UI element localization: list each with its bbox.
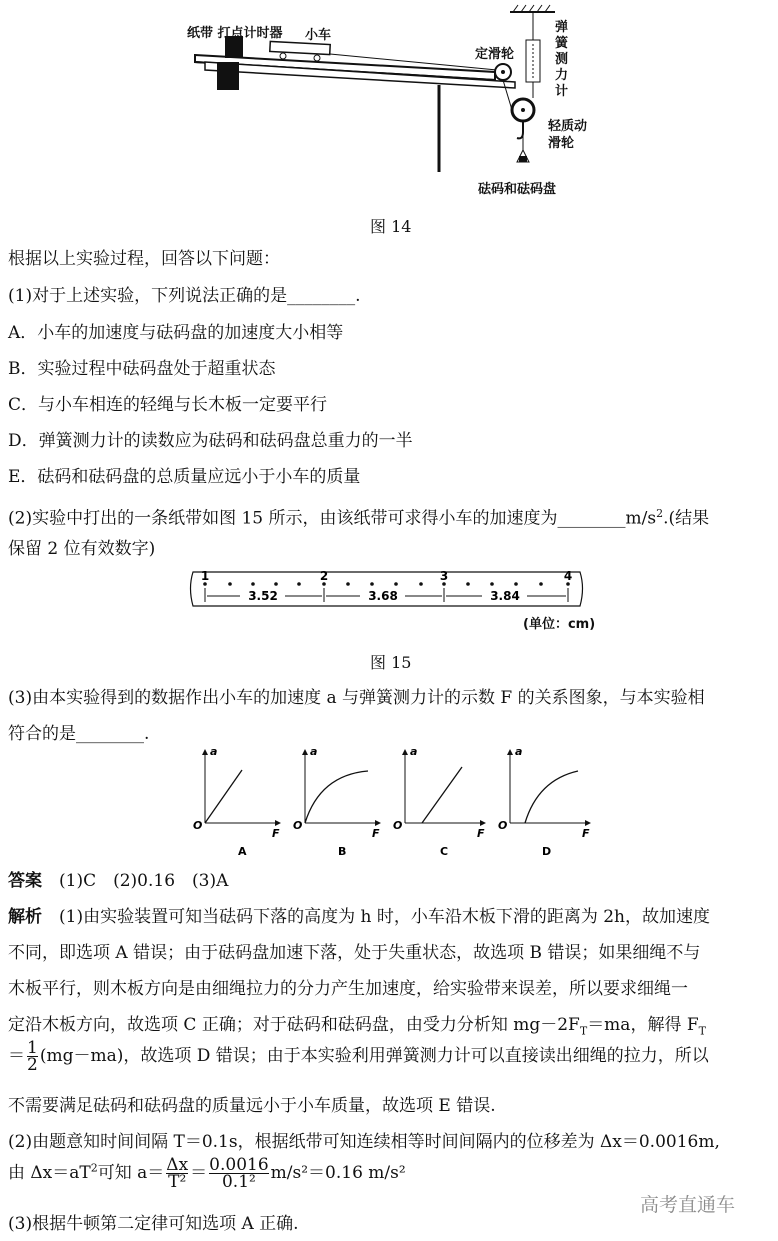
watermark: 高考直通车: [640, 1194, 736, 1216]
graph-c: [393, 745, 485, 858]
analysis-line-8: 由 $\Delta x=aT^2$可知 a＝ $\frac{\Delta x}{\text{T²}}$ ＝ $\frac{0.0016}{\text{0.1²}}$ m/s²＝0.16 m/s²: [8, 1155, 406, 1192]
fig14-caption: 图 14: [370, 217, 412, 236]
graph-d: [498, 745, 590, 858]
tape-distance-1: 3.52: [248, 589, 278, 603]
q1-option-b: B．实验过程中砝码盘处于超重状态: [8, 359, 276, 379]
q2-line1: (2)实验中打出的一条纸带如图 15 所示，由该纸带可求得小车的加速度为$\_\_\_\_\_\_\_\_m/s^2$.(结果: [8, 507, 710, 529]
fig14-label-cart: 小车: [305, 28, 332, 43]
q1-option-c: C．与小车相连的轻绳与长木板一定要平行: [8, 395, 328, 415]
q3-line2: 符合的是________.: [8, 724, 150, 744]
analysis-line-2: 不同，即选项 A 错误；由于砝码盘加速下落，处于失重状态，故选项 B 错误；如果细绳不与: [8, 943, 701, 963]
analysis-line-1: 解析 (1)由实验装置可知当砝码下落的高度为 h 时，小车沿木板下滑的距离为 2h，故加速度: [8, 907, 711, 927]
graph-a: [193, 745, 280, 858]
fig14-label-fixed-pulley: 定滑轮: [475, 47, 515, 62]
q3-line1: (3)由本实验得到的数据作出小车的加速度 a 与弹簧测力计的示数 F 的关系图象，与本实验相: [8, 688, 705, 708]
svg-text:D: D: [542, 845, 552, 858]
timer-block: [217, 62, 239, 90]
svg-text:F: F: [372, 827, 380, 840]
tape-distance-2: 3.68: [368, 589, 398, 603]
tape-unit: (单位：cm): [523, 617, 596, 632]
svg-text:A: A: [238, 845, 247, 858]
analysis-line-9: (3)根据牛顿第二定律可知选项 A 正确.: [8, 1214, 299, 1234]
tape-distance-3: 3.84: [490, 589, 520, 603]
tape-point-4: 4: [563, 569, 573, 583]
svg-text:B: B: [338, 845, 347, 858]
svg-text:a: a: [410, 745, 418, 758]
fig14-label-spring-scale: 弹簧测力计: [555, 20, 569, 99]
svg-text:F: F: [582, 827, 590, 840]
fig14-label-tape-timer: 纸带 打点计时器: [187, 26, 283, 41]
analysis-line-7: (2)由题意知时间间隔 T＝0.1s，根据纸带可知连续相等时间间隔内的位移差为 Δx＝0.0016m,: [8, 1132, 720, 1152]
fig14-label-movable-pulley: 轻质动滑轮: [548, 119, 588, 151]
analysis-line-5: ＝ $\frac{1}{2}$ (mg－ma)，故选项 D 错误；由于本实验利用弹簧测力计可以直接读出细绳的拉力，所以: [8, 1038, 709, 1075]
q2-line2: 保留 2 位有效数字): [8, 539, 156, 559]
svg-text:a: a: [310, 745, 318, 758]
svg-text:F: F: [477, 827, 485, 840]
answer-line: 答案 (1)C (2)0.16 (3)A: [8, 871, 229, 891]
tape-point-3: 3: [439, 569, 449, 583]
intro-text: 根据以上实验过程，回答以下问题：: [8, 249, 280, 269]
svg-text:C: C: [440, 845, 449, 858]
analysis-line-6: 不需要满足砝码和砝码盘的质量远小于小车质量，故选项 E 错误.: [8, 1096, 496, 1116]
fig14-label-weights: 砝码和砝码盘: [478, 182, 557, 197]
fig15-caption: 图 15: [370, 653, 412, 672]
analysis-line-3: 木板平行，则木板方向是由细绳拉力的分力产生加速度，给实验带来误差，所以要求细绳一: [8, 979, 688, 999]
q1-stem: (1)对于上述实验，下列说法正确的是________.: [8, 286, 361, 306]
q1-option-a: A．小车的加速度与砝码盘的加速度大小相等: [8, 323, 344, 343]
graph-b: [293, 745, 380, 858]
answer-graphs: [180, 745, 600, 860]
svg-text:O: O: [393, 819, 403, 832]
svg-text:a: a: [515, 745, 523, 758]
cart-shape: [270, 41, 330, 54]
svg-text:a: a: [210, 745, 218, 758]
paper-tape-figure: [185, 568, 585, 618]
analysis-line-4: 定沿木板方向，故选项 C 正确；对于砝码和砝码盘，由受力分析知 $mg-2F_T=ma$，解得 $F_T$: [8, 1015, 706, 1038]
svg-text:O: O: [498, 819, 508, 832]
svg-text:O: O: [293, 819, 303, 832]
q1-option-e: E．砝码和砝码盘的总质量应远小于小车的质量: [8, 467, 361, 487]
svg-text:O: O: [193, 819, 203, 832]
svg-text:F: F: [272, 827, 280, 840]
tape-point-1: 1: [200, 569, 210, 583]
tape-point-2: 2: [319, 569, 329, 583]
q1-option-d: D．弹簧测力计的读数应为砝码和砝码盘总重力的一半: [8, 431, 413, 451]
